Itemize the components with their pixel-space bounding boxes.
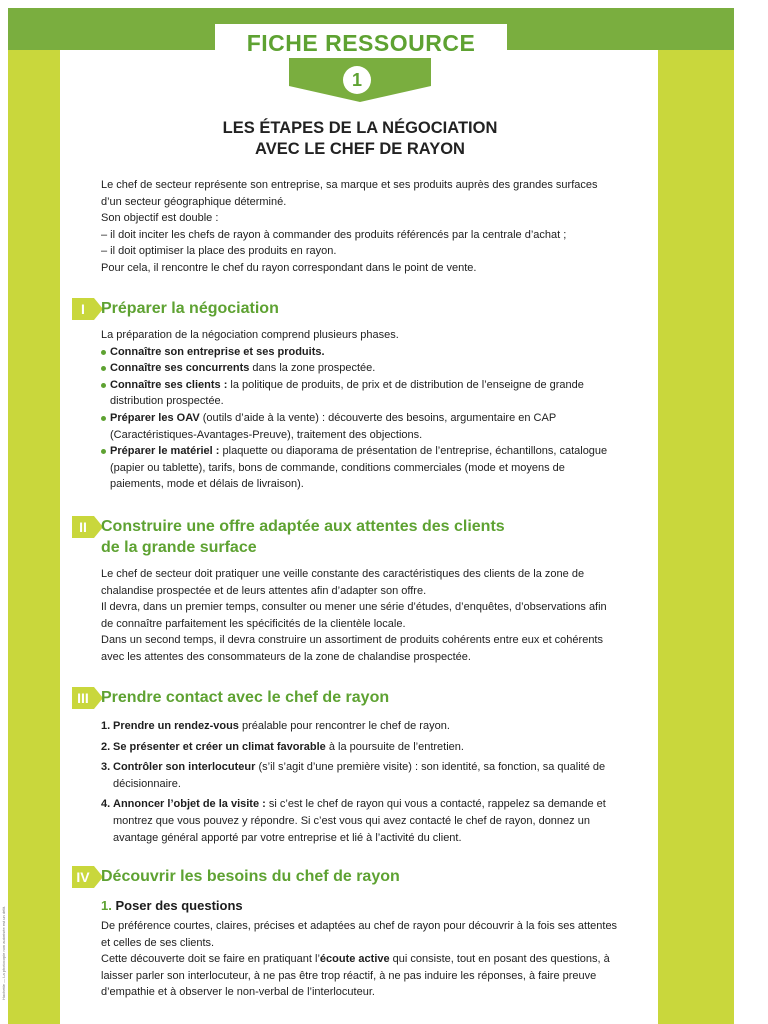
numbered-item: 3. Contrôler son interlocuteur (s’il s’agit d’une première visite) : son identité, sa fonction, sa qualité de décisionnaire. <box>101 761 606 790</box>
intro-paragraph: – il doit inciter les chefs de rayon à commander des produits référencés par la centrale d’achat ; <box>101 228 567 241</box>
section-title: Prendre contact avec le chef de rayon <box>101 689 390 706</box>
section-number: IV <box>76 869 90 885</box>
bullet-item: Connaître ses concurrents dans la zone prospectée. <box>101 360 621 377</box>
fiche-number: 1 <box>343 66 371 94</box>
section-intro: La préparation de la négociation comprend plusieurs phases. <box>101 329 399 341</box>
section-number: III <box>77 690 89 706</box>
intro-paragraph: Le chef de secteur représente son entreprise, sa marque et ses produits auprès des grandes surfaces d’un secteur géographique déterminé. <box>101 179 598 208</box>
section-4-body <box>101 918 621 1001</box>
intro-paragraph: Pour cela, il rencontre le chef du rayon correspondant dans le point de vente. <box>101 261 477 274</box>
numbered-item: 1. Prendre un rendez-vous préalable pour rencontrer le chef de rayon. <box>101 720 450 732</box>
copyright-side-note: Hachette — La photocopie non autorisée est un délit. <box>1 905 6 1000</box>
numbered-item: 4. Annoncer l’objet de la visite : si c’est le chef de rayon qui vous a contacté, rappelez sa demande et montrez que vous pouvez y répondre. Si c’est vous qui avez contacté le chef de rayon, donnez un avantage général apporté par votre entreprise et lié à l’activité du client. <box>101 798 606 844</box>
section-title: Préparer la négociation <box>101 300 279 317</box>
section-number: I <box>81 301 85 317</box>
page-title-line-2: AVEC LE CHEF DE RAYON <box>255 140 465 158</box>
subsection-heading: 1. Poser des questions <box>101 898 243 913</box>
bullet-item: Préparer les OAV (outils d’aide à la vente) : découverte des besoins, argumentaire en CAP (Caractéristiques-Avantages-Preuve), traitement des objections. <box>101 410 621 443</box>
section-number: II <box>79 519 87 535</box>
intro-paragraph: Son objectif est double : <box>101 212 219 225</box>
bullet-item: Connaître ses clients : la politique de produits, de prix et de distribution de l’enseigne de grande distribution prospectée. <box>101 377 621 410</box>
body-paragraph: Dans un second temps, il devra construire un assortiment de produits cohérents entre eux et cohérents avec les attentes des consommateurs de la zone de chalandise prospectée. <box>101 634 603 663</box>
left-margin-band <box>8 50 60 1024</box>
section-title: Découvrir les besoins du chef de rayon <box>101 868 400 885</box>
body-paragraph: De préférence courtes, claires, précises et adaptées au chef de rayon pour découvrir à la fois ses attentes et celles de ses clients. <box>101 920 618 949</box>
body-paragraph: Cette découverte doit se faire en pratiquant l’écoute active qui consiste, tout en posant des questions, à laisser parler son interlocuteur, à ne pas être trop réactif, à ne pas induire les réponses, à faire preuve d’empathie et à observer le non-verbal de l’interlocuteur. <box>101 953 610 999</box>
section-title: Construire une offre adaptée aux attentes des clients de la grande surface <box>101 518 505 556</box>
body-paragraph: Il devra, dans un premier temps, consulter ou mener une série d’études, d’enquêtes, d’observations afin de connaître parfaitement les spécificités de la clientèle locale. <box>101 601 607 630</box>
page-title-line-1: LES ÉTAPES DE LA NÉGOCIATION <box>222 119 498 137</box>
bullet-item: Connaître son entreprise et ses produits. <box>101 344 621 361</box>
bullet-item: Préparer le matériel : plaquette ou diaporama de présentation de l’entreprise, échantillons, catalogue (papier ou tablette), tarifs, bons de commande, conditions commerciales (mode et moyens de paiements, mode et délais de livraison). <box>101 443 621 493</box>
section-1-body <box>101 327 621 493</box>
page-title <box>150 118 570 160</box>
section-3-body <box>101 714 621 846</box>
numbered-item: 2. Se présenter et créer un climat favorable à la poursuite de l’entretien. <box>101 740 464 753</box>
section-2-body <box>101 566 621 666</box>
intro-paragraph: – il doit optimiser la place des produits en rayon. <box>101 245 337 258</box>
intro-text <box>101 177 621 277</box>
right-margin-band <box>658 50 734 1024</box>
fiche-ressource-label: FICHE RESSOURCE <box>215 24 507 60</box>
body-paragraph: Le chef de secteur doit pratiquer une veille constante des caractéristiques des clients de la zone de chalandise prospectée et de leurs attentes afin d’adapter son offre. <box>101 568 585 597</box>
